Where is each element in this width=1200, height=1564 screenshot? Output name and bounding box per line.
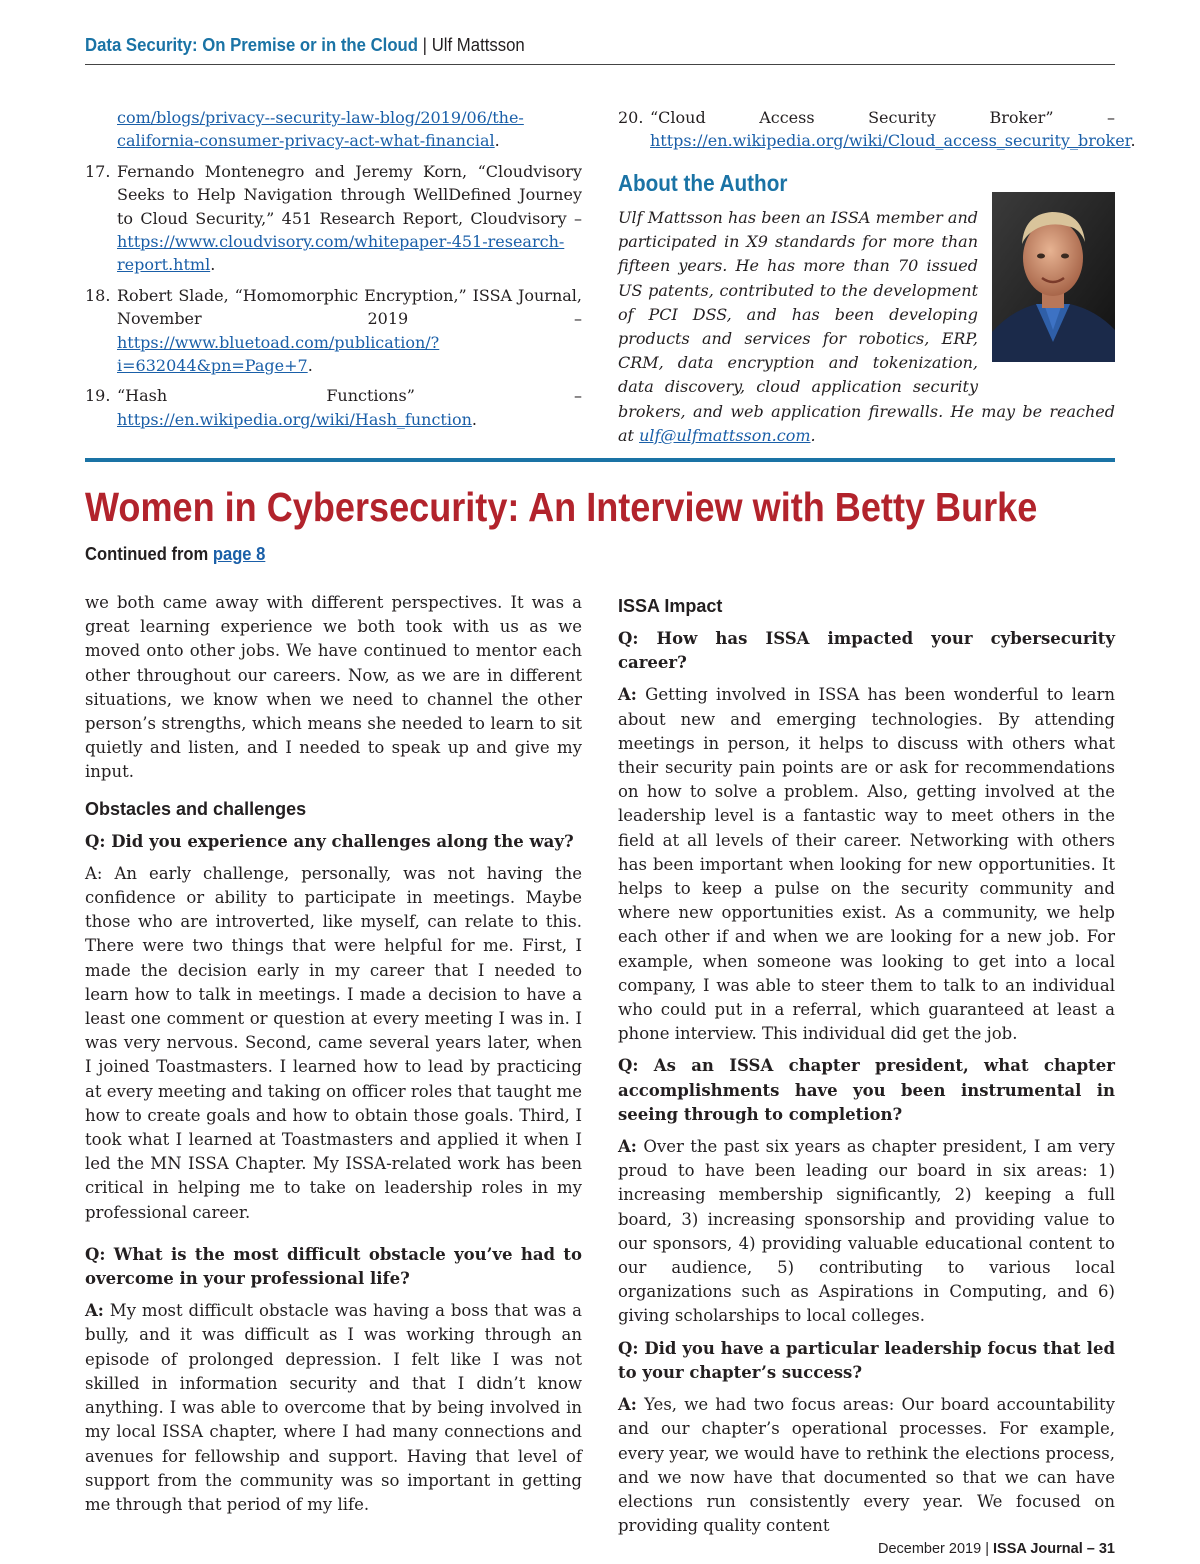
reference-link[interactable]: https://www.cloudvisory.com/whitepaper-451-research-report.html	[117, 232, 565, 275]
reference-link[interactable]: com/blogs/privacy--security-law-blog/2019/06/the-california-consumer-privacy-act-what-financial	[117, 108, 524, 151]
page-footer	[878, 1541, 1115, 1557]
answer: A: My most difficult obstacle was having a boss that was a bully, and it was difficult as I was working through an episode of prolonged depression. I felt like I was not skilled in information security and that I didn’t know anything. I was able to overcome that by being involved in my local ISSA chapter, where I had many connections and avenues for fellowship and support. Having that level of support from the community was so important in getting me through that period of my life.	[85, 1301, 582, 1514]
question: Q: Did you have a particular leadership focus that led to your chapter’s success?	[618, 1338, 1115, 1382]
reference-link[interactable]: https://en.wikipedia.org/wiki/Hash_function	[117, 409, 472, 429]
article-paragraph: we both came away with different perspectives. It was a great learning experience we both took with us as we moved onto other jobs. We have continued to mentor each other throughout our careers. Now, as we are in different situations, we know when we need to channel the other person’s strengths, which means she needed to learn to sit quietly and listen, and I needed to speak up and give my input.	[85, 593, 582, 782]
footer-separator: |	[985, 1541, 989, 1557]
references-left	[85, 106, 582, 438]
reference-item: 17. Fernando Montenegro and Jeremy Korn, “Cloudvisory Seeks to Help Navigation through WellDefined Journey to Cloud Security,” 451 Research Report, Cloudvisory – https://www.cloudvisory.com/whitepaper-451-research-report.html.	[85, 161, 582, 275]
about-author-text: Ulf Mattsson has been an ISSA member and participated in X9 standards for more than fifteen years. He has more than 70 issued US patents, contributed to the development of PCI DSS, and has been developing products and services for robotics, ERP, CRM, data encryption and tokenization, data discovery, cloud application security brokers, and web application firewalls. He may be reached at ulf@ulfmattsson.com.	[618, 208, 1115, 445]
answer: A: Yes, we had two focus areas: Our board accountability and our chapter’s operational processes. For example, every year, we would have to rethink the elections process, and we now have that documented so that we can have elections run consistently every year. We focused on providing quality content	[618, 1395, 1115, 1536]
question: Q: As an ISSA chapter president, what chapter accomplishments have you been instrumental in seeing through to completion?	[618, 1056, 1115, 1124]
answer: A: An early challenge, personally, was not having the confidence or ability to participate in meetings. Maybe those who are introverted, like myself, can relate to this. There were two things that were helpful for me. First, I made the decision early in my career that I needed to learn how to talk in meetings. I made a decision to have a least one comment or question at every meeting I was in. I was very nervous. Second, came several years later, when I joined Toastmasters. I learned how to lead by practicing at every meeting and taking on officer roles that taught me how to create goals and how to obtain those goals. Third, I took what I learned at Toastmasters and applied it when I led the MN ISSA Chapter. My ISSA-related work has been critical in helping me to take on leadership roles in my professional career.	[85, 863, 582, 1222]
reference-item: 20. “Cloud Access Security Broker” – https://en.wikipedia.org/wiki/Cloud_access_security_broker.	[618, 108, 1136, 151]
continued-from: Continued from page 8	[85, 544, 266, 564]
continued-page-link[interactable]: page 8	[212, 544, 266, 564]
reference-link[interactable]: https://www.bluetoad.com/publication/?i=632044&pn=Page+7	[117, 332, 440, 376]
article-column-left	[85, 591, 582, 1525]
question: Q: Did you experience any challenges along the way?	[85, 831, 574, 851]
header-separator: |	[422, 35, 428, 55]
footer-date: December 2019	[878, 1541, 982, 1557]
question: Q: How has ISSA impacted your cybersecurity career?	[618, 629, 1115, 673]
reference-item: 18. Robert Slade, “Homomorphic Encryption,” ISSA Journal, November 2019 – https://www.bluetoad.com/publication/?i=632044&pn=Page+7.	[85, 285, 582, 376]
reference-text: Fernando Montenegro and Jeremy Korn, “Cloudvisory Seeks to Help Navigation through WellDefined Journey to Cloud Security,” 451 Research Report, Cloudvisory –	[117, 161, 582, 228]
article-title: Women in Cybersecurity: An Interview with Betty Burke	[85, 484, 1038, 530]
section-divider	[85, 458, 1115, 462]
subheading-issa-impact: ISSA Impact	[618, 596, 723, 616]
header-rule	[85, 64, 1115, 65]
header-author: Ulf Mattsson	[431, 35, 525, 55]
reference-text: “Cloud Access Security Broker” –	[650, 108, 1115, 127]
question: Q: What is the most difficult obstacle you’ve had to overcome in your professional life?	[85, 1244, 582, 1289]
page-number: – 31	[1086, 1541, 1115, 1557]
references-right	[618, 106, 1136, 160]
reference-number: 18.	[85, 285, 111, 305]
reference-number: 20.	[618, 108, 644, 127]
reference-number: 17.	[85, 161, 111, 181]
answer: A: Getting involved in ISSA has been wonderful to learn about new and emerging technologies. By attending meetings in person, it helps to discuss with others what their security pain points are or ask for recommendations on how to solve a problem. Also, getting involved at the leadership level is a fantastic way to meet others in the field at all levels of their career. Networking with others has been important when looking for new opportunities. It helps to keep a pulse on the security community and where new opportunities exist. As a community, we help each other if and when we are looking for a new job. For example, when someone was looking to get into a local company, I was able to steer them to talk to an individual who could put in a referral, which guaranteed at least a phone interview. This individual did get the job.	[618, 685, 1115, 1044]
author-email-link[interactable]: ulf@ulfmattsson.com	[639, 425, 811, 445]
reference-item: 19. “Hash Functions” – https://en.wikipedia.org/wiki/Hash_function.	[85, 386, 582, 429]
reference-item: com/blogs/privacy--security-law-blog/2019/06/the-california-consumer-privacy-act-what-financial.	[117, 108, 524, 151]
reference-link[interactable]: https://en.wikipedia.org/wiki/Cloud_access_security_broker	[650, 131, 1131, 151]
author-bio: Ulf Mattsson has been an ISSA member and participated in X9 standards for more than fifteen years. He has more than 70 issued US patents, contributed to the development of PCI DSS, and has been developing products and services for robotics, ERP, CRM, data encryption and tokenization, data discovery, cloud application security brokers, and web application firewalls. He may be reached at	[618, 208, 1115, 445]
reference-text: Robert Slade, “Homomorphic Encryption,” ISSA Journal, November 2019 –	[117, 285, 582, 329]
reference-number: 19.	[85, 386, 111, 406]
footer-journal: ISSA Journal	[993, 1541, 1083, 1557]
about-author-heading: About the Author	[618, 170, 788, 196]
article-column-right	[618, 594, 1115, 1546]
running-header	[85, 33, 1043, 57]
answer: A: Over the past six years as chapter president, I am very proud to have been leading our board in six areas: 1) increasing membership significantly, 2) keeping a full board, 3) increasing sponsorship and providing value to our sponsors, 4) providing valuable educational content to our audience, 5) contributing to various local organizations such as Aspirations in Computing, and 6) giving scholarships to local colleges.	[618, 1137, 1115, 1326]
subheading-obstacles: Obstacles and challenges	[85, 798, 307, 819]
reference-text: “Hash Functions” –	[117, 386, 582, 406]
header-title: Data Security: On Premise or in the Cloud	[85, 35, 419, 55]
